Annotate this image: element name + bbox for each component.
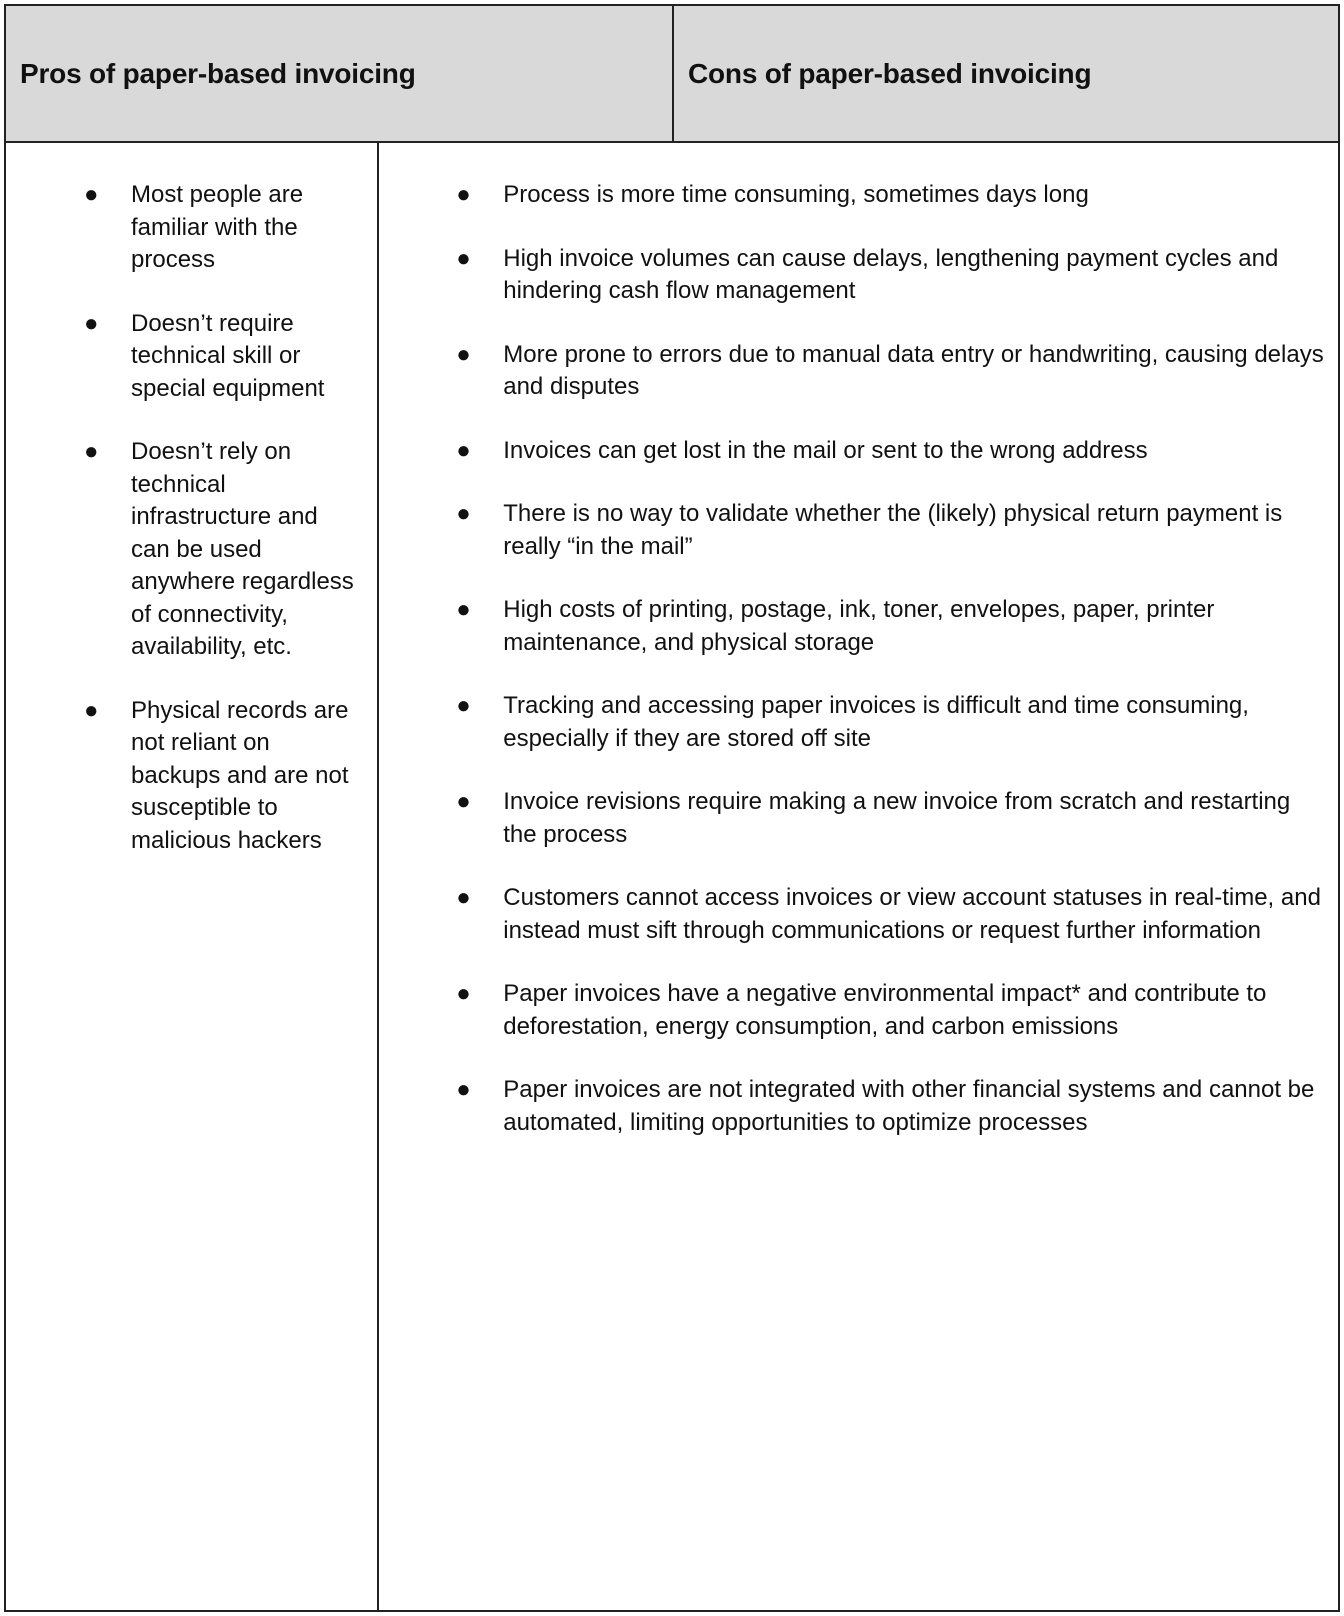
cons-list-item [379, 978, 1338, 1043]
pros-cell [6, 143, 379, 1610]
bullet-icon: ● [84, 438, 99, 465]
pros-header-text: Pros of paper-based invoicing [20, 57, 416, 89]
cons-cell [379, 143, 1338, 1610]
cons-item-text: High invoice volumes can cause delays, lengthening payment cycles and hindering cash flow management [503, 244, 1279, 304]
cons-item-text: Invoices can get lost in the mail or sent to the wrong address [503, 436, 1148, 464]
cons-list-item [379, 690, 1338, 755]
bullet-icon: ● [456, 500, 471, 527]
cons-list-item [379, 339, 1338, 404]
cons-list-item [379, 243, 1338, 308]
cons-header-text: Cons of paper-based invoicing [688, 57, 1092, 89]
pros-header [6, 6, 674, 141]
pros-cons-table [4, 4, 1340, 1612]
cons-item-text: There is no way to validate whether the (likely) physical return payment is really “in the mail” [503, 500, 1283, 560]
pros-item-text: Physical records are not reliant on backups and are not susceptible to malicious hackers [131, 696, 349, 854]
bullet-icon: ● [84, 309, 99, 337]
bullet-icon: ● [456, 436, 471, 464]
cons-item-text: More prone to errors due to manual data entry or handwriting, causing delays and disputes [503, 340, 1324, 400]
bullet-icon: ● [456, 181, 471, 208]
cons-list-item [379, 594, 1338, 659]
pros-item-text: Doesn’t rely on technical infrastructure and can be used anywhere regardless of connectivity, availability, etc. [131, 438, 354, 660]
cons-list-item [379, 179, 1338, 212]
cons-item-text: Paper invoices are not integrated with other financial systems and cannot be automated, limiting opportunities to optimize processes [503, 1076, 1315, 1136]
table-body-row [6, 143, 1338, 1610]
cons-item-text: Process is more time consuming, sometimes days long [503, 181, 1089, 208]
bullet-icon: ● [456, 244, 471, 272]
bullet-icon: ● [456, 884, 471, 911]
bullet-icon: ● [84, 696, 99, 724]
pros-list [6, 143, 377, 857]
pros-list-item [6, 695, 377, 858]
cons-list [379, 143, 1338, 1139]
cons-item-text: Paper invoices have a negative environmental impact* and contribute to deforestation, energy consumption, and carbon emissions [503, 980, 1267, 1040]
cons-item-text: Customers cannot access invoices or view account statuses in real-time, and instead must sift through communications or request further information [503, 884, 1321, 944]
pros-item-text: Doesn’t require technical skill or special equipment [131, 309, 325, 402]
pros-list-item [6, 179, 377, 277]
cons-item-text: Tracking and accessing paper invoices is difficult and time consuming, especially if they are stored off site [503, 692, 1249, 752]
bullet-icon: ● [456, 788, 471, 815]
cons-header [674, 6, 1338, 141]
bullet-icon: ● [456, 596, 471, 623]
cons-list-item [379, 882, 1338, 947]
bullet-icon: ● [456, 692, 471, 719]
pros-item-text: Most people are familiar with the process [131, 181, 304, 273]
pros-list-item [6, 308, 377, 406]
cons-list-item [379, 1074, 1338, 1139]
pros-list-item [6, 436, 377, 664]
table-header-row [6, 6, 1338, 143]
cons-list-item [379, 498, 1338, 563]
bullet-icon: ● [84, 181, 99, 208]
bullet-icon: ● [456, 980, 471, 1007]
bullet-icon: ● [456, 1076, 471, 1103]
bullet-icon: ● [456, 340, 471, 368]
cons-list-item [379, 786, 1338, 851]
cons-list-item [379, 435, 1338, 468]
cons-item-text: High costs of printing, postage, ink, toner, envelopes, paper, printer maintenance, and physical storage [503, 596, 1215, 656]
cons-item-text: Invoice revisions require making a new invoice from scratch and restarting the process [503, 788, 1291, 848]
